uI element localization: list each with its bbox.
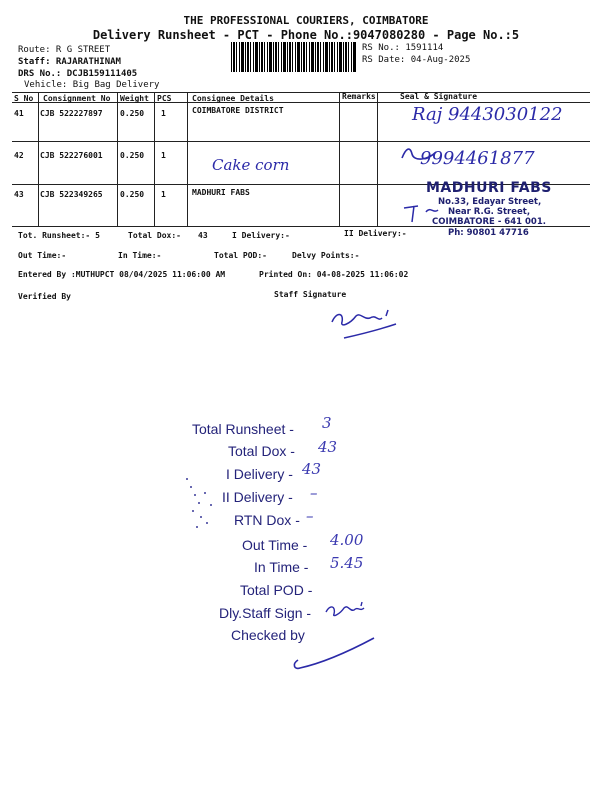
- note-rtn-dox-value: –: [306, 507, 314, 525]
- summary-out-time: Out Time:-: [18, 251, 67, 260]
- note-in-time-label: In Time -: [254, 559, 309, 575]
- printed-on: Printed On: 04-08-2025 11:06:02: [259, 270, 409, 279]
- table-col-rule: [187, 92, 188, 226]
- stamp-name: MADHURI FABS: [426, 180, 552, 196]
- barcode: [231, 42, 357, 72]
- header-consignee: Consignee Details: [192, 94, 274, 103]
- note-staff-sign-label: Dly.Staff Sign -: [219, 605, 312, 621]
- table-top-rule: [12, 92, 590, 93]
- table-row-sno: 43: [14, 190, 24, 199]
- note-staff-signature: [322, 598, 370, 624]
- note-checked-signature: [288, 634, 380, 674]
- table-row-rule: [12, 141, 590, 142]
- summary-i-delivery: I Delivery:-: [232, 231, 290, 240]
- note-out-time-value: 4.00: [330, 531, 364, 549]
- table-row-pcs: 1: [161, 190, 166, 199]
- note-i-delivery-value: 43: [302, 460, 322, 478]
- rs-number: RS No.: 1591114: [362, 43, 444, 53]
- rs-date: RS Date: 04-Aug-2025: [362, 55, 471, 65]
- table-row-weight: 0.250: [120, 151, 145, 160]
- note-total-dox-value: 43: [318, 438, 338, 456]
- header-seal: Seal & Signature: [400, 92, 478, 101]
- table-row-sno: 42: [14, 151, 24, 160]
- note-in-time-value: 5.45: [330, 554, 364, 572]
- table-row-weight: 0.250: [120, 109, 145, 118]
- header-weight: Weight: [120, 94, 149, 103]
- stamp-address-2: Near R.G. Street,: [448, 207, 531, 217]
- table-row-pcs: 1: [161, 109, 166, 118]
- note-rtn-dox-label: RTN Dox -: [234, 512, 300, 528]
- note-ii-delivery-value: –: [310, 484, 318, 502]
- table-row-consignee: COIMBATORE DISTRICT: [192, 106, 284, 115]
- company-name: THE PROFESSIONAL COURIERS, COIMBATORE: [183, 14, 429, 27]
- entered-by: Entered By :MUTHUPCT 08/04/2025 11:06:00 AM: [18, 270, 226, 279]
- summary-ii-delivery: II Delivery:-: [344, 229, 407, 238]
- summary-total-dox-label: Total Dox:-: [128, 231, 181, 240]
- handwritten-phone-42: 9994461877: [420, 148, 535, 169]
- stamp-address-1: No.33, Edayar Street,: [438, 197, 542, 207]
- handwritten-consignee-42: Cake corn: [212, 156, 290, 174]
- table-row-sno: 41: [14, 109, 24, 118]
- note-ii-delivery-label: II Delivery -: [222, 489, 293, 505]
- table-col-rule: [377, 92, 378, 226]
- stamp-address-3: COIMBATORE - 641 001.: [432, 217, 546, 227]
- table-row-consignment: CJB 522276001: [40, 151, 103, 160]
- note-total-dox-label: Total Dox -: [228, 443, 295, 459]
- staff-text: Staff: RAJARATHINAM: [18, 57, 121, 67]
- note-out-time-label: Out Time -: [242, 537, 308, 553]
- staff-signature: [326, 304, 406, 344]
- table-row-pcs: 1: [161, 151, 166, 160]
- summary-delvy-points: Delvy Points:-: [292, 251, 360, 260]
- stamp-phone: Ph: 90801 47716: [448, 228, 529, 238]
- drs-text: DRS No.: DCJB159111405: [18, 69, 138, 79]
- note-checked-by-label: Checked by: [231, 627, 305, 643]
- note-total-runsheet-value: 3: [322, 414, 332, 432]
- header-sno: S No: [14, 94, 34, 103]
- table-col-rule: [117, 92, 118, 226]
- note-i-delivery-label: I Delivery -: [226, 466, 293, 482]
- verified-by: Verified By: [18, 292, 71, 301]
- header-remarks: Remarks: [342, 92, 376, 101]
- summary-in-time: In Time:-: [118, 251, 162, 260]
- stamp-signature-scribble: [400, 196, 442, 226]
- summary-total-pod: Total POD:-: [214, 251, 267, 260]
- summary-total-dox-value: 43: [198, 231, 208, 240]
- route-text: Route: R G STREET: [18, 45, 111, 55]
- header-consignment: Consignment No: [43, 94, 111, 103]
- header-pcs: PCS: [157, 94, 172, 103]
- summary-tot-runsheet: Tot. Runsheet:- 5: [18, 231, 100, 240]
- note-total-pod-label: Total POD -: [240, 582, 313, 598]
- table-col-rule: [339, 92, 340, 226]
- table-row-consignment: CJB 522349265: [40, 190, 103, 199]
- table-row-consignment: CJB 522227897: [40, 109, 103, 118]
- handwritten-signature-41: Raj 9443030122: [412, 104, 563, 125]
- runsheet-subtitle: Delivery Runsheet - PCT - Phone No.:9047080280 - Page No.:5: [92, 28, 520, 42]
- staff-signature-label: Staff Signature: [274, 290, 347, 299]
- table-col-rule: [154, 92, 155, 226]
- note-total-runsheet-label: Total Runsheet -: [192, 421, 294, 437]
- vehicle-text: Vehicle: Big Bag Delivery: [24, 80, 160, 90]
- signature-scribble-42: [398, 142, 438, 164]
- table-row-weight: 0.250: [120, 190, 145, 199]
- table-row-consignee: MADHURI FABS: [192, 188, 250, 197]
- table-col-rule: [38, 92, 39, 226]
